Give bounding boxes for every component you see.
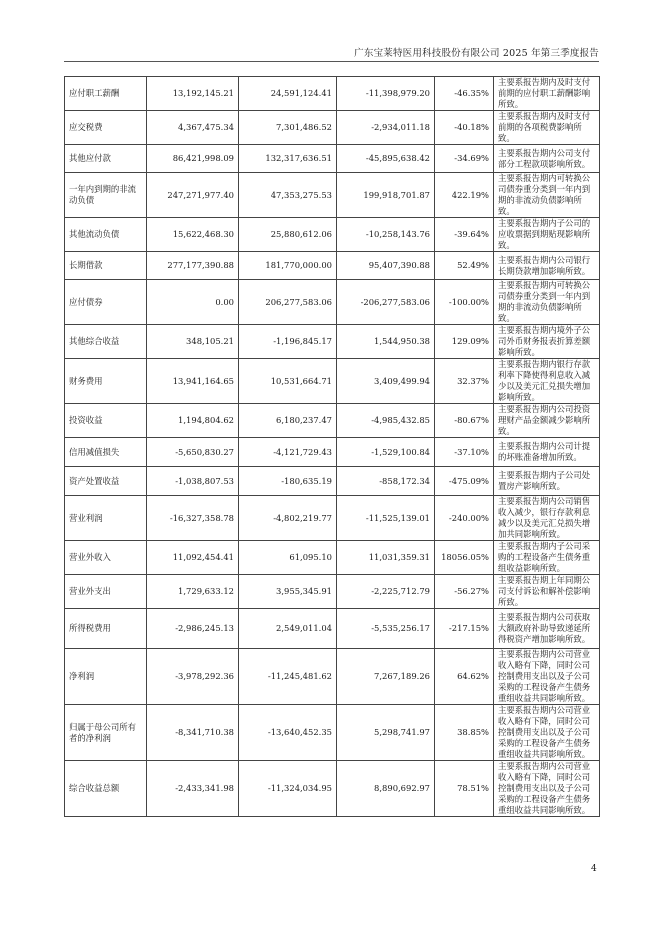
prior-period-cell: -4,802,219.77 xyxy=(239,496,337,541)
change-reason-cell: 主要系报告期内可转换公司债券重分类到一年内到期的非流动负债影响所致。 xyxy=(494,280,600,325)
change-percent-cell: 38.85% xyxy=(435,705,494,761)
current-period-cell: 11,092,454.41 xyxy=(147,541,239,575)
page-number: 4 xyxy=(591,864,597,874)
table-row xyxy=(65,359,600,404)
item-name-cell: 所得税费用 xyxy=(65,609,147,649)
item-name-cell: 投资收益 xyxy=(65,404,147,438)
change-amount-cell: -5,535,256.17 xyxy=(337,609,435,649)
change-reason-cell: 主要系报告期内公司银行长期贷款增加影响所致。 xyxy=(494,252,600,280)
current-period-cell: 348,105.21 xyxy=(147,325,239,359)
change-percent-cell: 422.19% xyxy=(435,173,494,218)
current-period-cell: 15,622,468.30 xyxy=(147,218,239,252)
change-reason-cell: 主要系报告期内及时支付前期的应付职工薪酬影响所致。 xyxy=(494,77,600,111)
change-percent-cell: -240.00% xyxy=(435,496,494,541)
prior-period-cell: 132,317,636.51 xyxy=(239,145,337,173)
prior-period-cell: 25,880,612.06 xyxy=(239,218,337,252)
item-name-cell: 财务费用 xyxy=(65,359,147,404)
change-amount-cell: -2,225,712.79 xyxy=(337,575,435,609)
change-reason-cell: 主要系报告期内银行存款利率下降使得利息收入减少以及美元汇兑损失增加影响所致。 xyxy=(494,359,600,404)
table-row xyxy=(65,761,600,817)
item-name-cell: 应付债券 xyxy=(65,280,147,325)
prior-period-cell: -4,121,729.43 xyxy=(239,438,337,467)
change-reason-cell: 主要系报告期内公司投资理财产品金额减少影响所致。 xyxy=(494,404,600,438)
table-row xyxy=(65,325,600,359)
current-period-cell: -16,327,358.78 xyxy=(147,496,239,541)
item-name-cell: 长期借款 xyxy=(65,252,147,280)
current-period-cell: 13,192,145.21 xyxy=(147,77,239,111)
item-name-cell: 营业外收入 xyxy=(65,541,147,575)
prior-period-cell: 47,353,275.53 xyxy=(239,173,337,218)
table-row xyxy=(65,438,600,467)
current-period-cell: 1,194,804.62 xyxy=(147,404,239,438)
change-reason-cell: 主要系报告期内子公司处置房产影响所致。 xyxy=(494,467,600,496)
item-name-cell: 资产处置收益 xyxy=(65,467,147,496)
table-row xyxy=(65,77,600,111)
change-reason-cell: 主要系报告期内及时支付前期的各项税费影响所致。 xyxy=(494,111,600,145)
table-row xyxy=(65,173,600,218)
table-row xyxy=(65,467,600,496)
item-name-cell: 信用减值损失 xyxy=(65,438,147,467)
change-amount-cell: 11,031,359.31 xyxy=(337,541,435,575)
prior-period-cell: 2,549,011.04 xyxy=(239,609,337,649)
prior-period-cell: 24,591,124.41 xyxy=(239,77,337,111)
change-amount-cell: 95,407,390.88 xyxy=(337,252,435,280)
table-row xyxy=(65,145,600,173)
change-reason-cell: 主要系报告期内公司营业收入略有下降，同时公司控制费用支出以及子公司采购的工程设备产生债务重组收益共同影响所致。 xyxy=(494,761,600,817)
prior-period-cell: 181,770,000.00 xyxy=(239,252,337,280)
prior-period-cell: 206,277,583.06 xyxy=(239,280,337,325)
change-percent-cell: 32.37% xyxy=(435,359,494,404)
change-reason-cell: 主要系报告期内公司获取大额政府补助导致递延所得税资产增加影响所致。 xyxy=(494,609,600,649)
change-amount-cell: -11,398,979.20 xyxy=(337,77,435,111)
change-percent-cell: -40.18% xyxy=(435,111,494,145)
table-row xyxy=(65,280,600,325)
item-name-cell: 净利润 xyxy=(65,649,147,705)
item-name-cell: 应交税费 xyxy=(65,111,147,145)
change-percent-cell: 52.49% xyxy=(435,252,494,280)
table-row xyxy=(65,252,600,280)
item-name-cell: 应付职工薪酬 xyxy=(65,77,147,111)
change-percent-cell: 129.09% xyxy=(435,325,494,359)
item-name-cell: 其他应付款 xyxy=(65,145,147,173)
prior-period-cell: 3,955,345.91 xyxy=(239,575,337,609)
table-row xyxy=(65,404,600,438)
current-period-cell: 86,421,998.09 xyxy=(147,145,239,173)
table-row xyxy=(65,575,600,609)
current-period-cell: 0.00 xyxy=(147,280,239,325)
change-amount-cell: -1,529,100.84 xyxy=(337,438,435,467)
change-percent-cell: -34.69% xyxy=(435,145,494,173)
change-reason-cell: 主要系报告期内公司营业收入略有下降，同时公司控制费用支出以及子公司采购的工程设备产生债务重组收益共同影响所致。 xyxy=(494,649,600,705)
change-percent-cell: 64.62% xyxy=(435,649,494,705)
prior-period-cell: 6,180,237.47 xyxy=(239,404,337,438)
current-period-cell: -5,650,830.27 xyxy=(147,438,239,467)
change-reason-cell: 主要系报告期内公司营业收入略有下降，同时公司控制费用支出以及子公司采购的工程设备产生债务重组收益共同影响所致。 xyxy=(494,705,600,761)
change-reason-cell: 主要系报告期内境外子公司外币财务报表折算差额影响所致。 xyxy=(494,325,600,359)
change-percent-cell: -80.67% xyxy=(435,404,494,438)
change-reason-cell: 主要系报告期内子公司采购的工程设备产生债务重组收益影响所致。 xyxy=(494,541,600,575)
item-name-cell: 综合收益总额 xyxy=(65,761,147,817)
prior-period-cell: -180,635.19 xyxy=(239,467,337,496)
prior-period-cell: 10,531,664.71 xyxy=(239,359,337,404)
report-title: 广东宝莱特医用科技股份有限公司 2025 年第三季度报告 xyxy=(354,48,599,59)
change-amount-cell: -4,985,432.85 xyxy=(337,404,435,438)
prior-period-cell: 61,095.10 xyxy=(239,541,337,575)
table-row xyxy=(65,218,600,252)
change-percent-cell: -475.09% xyxy=(435,467,494,496)
current-period-cell: 4,367,475.34 xyxy=(147,111,239,145)
change-amount-cell: -2,934,011.18 xyxy=(337,111,435,145)
change-amount-cell: -45,895,638.42 xyxy=(337,145,435,173)
prior-period-cell: -11,245,481.62 xyxy=(239,649,337,705)
change-percent-cell: 78.51% xyxy=(435,761,494,817)
change-percent-cell: -100.00% xyxy=(435,280,494,325)
change-reason-cell: 主要系报告期内公司计提的坏账准备增加所致。 xyxy=(494,438,600,467)
change-amount-cell: -206,277,583.06 xyxy=(337,280,435,325)
change-percent-cell: 18056.05% xyxy=(435,541,494,575)
table-body xyxy=(65,77,600,817)
item-name-cell: 其他综合收益 xyxy=(65,325,147,359)
item-name-cell: 一年内到期的非流动负债 xyxy=(65,173,147,218)
change-percent-cell: -46.35% xyxy=(435,77,494,111)
table-row xyxy=(65,541,600,575)
change-reason-cell: 主要系报告期内可转换公司债券重分类到一年内到期的非流动负债影响所致。 xyxy=(494,173,600,218)
prior-period-cell: 7,301,486.52 xyxy=(239,111,337,145)
current-period-cell: -8,341,710.38 xyxy=(147,705,239,761)
table-row xyxy=(65,609,600,649)
change-reason-cell: 主要系报告期内公司支付部分工程款项影响所致。 xyxy=(494,145,600,173)
item-name-cell: 营业外支出 xyxy=(65,575,147,609)
table-row xyxy=(65,496,600,541)
item-name-cell: 归属于母公司所有者的净利润 xyxy=(65,705,147,761)
change-percent-cell: -39.64% xyxy=(435,218,494,252)
current-period-cell: -3,978,292.36 xyxy=(147,649,239,705)
prior-period-cell: -13,640,452.35 xyxy=(239,705,337,761)
current-period-cell: 1,729,633.12 xyxy=(147,575,239,609)
change-percent-cell: -217.15% xyxy=(435,609,494,649)
change-amount-cell: 5,298,741.97 xyxy=(337,705,435,761)
change-amount-cell: -10,258,143.76 xyxy=(337,218,435,252)
current-period-cell: 277,177,390.88 xyxy=(147,252,239,280)
current-period-cell: -1,038,807.53 xyxy=(147,467,239,496)
change-percent-cell: -37.10% xyxy=(435,438,494,467)
page-header xyxy=(64,41,599,62)
item-name-cell: 其他流动负债 xyxy=(65,218,147,252)
change-amount-cell: 199,918,701.87 xyxy=(337,173,435,218)
current-period-cell: 13,941,164.65 xyxy=(147,359,239,404)
item-name-cell: 营业利润 xyxy=(65,496,147,541)
current-period-cell: -2,433,341.98 xyxy=(147,761,239,817)
prior-period-cell: -11,324,034.95 xyxy=(239,761,337,817)
current-period-cell: -2,986,245.13 xyxy=(147,609,239,649)
prior-period-cell: -1,196,845.17 xyxy=(239,325,337,359)
change-amount-cell: 3,409,499.94 xyxy=(337,359,435,404)
table-row xyxy=(65,111,600,145)
change-reason-cell: 主要系报告期内子公司的应收票据到期贴现影响所致。 xyxy=(494,218,600,252)
change-percent-cell: -56.27% xyxy=(435,575,494,609)
table-row xyxy=(65,649,600,705)
change-amount-cell: -858,172.34 xyxy=(337,467,435,496)
change-amount-cell: 1,544,950.38 xyxy=(337,325,435,359)
financial-changes-table xyxy=(64,76,600,817)
table-row xyxy=(65,705,600,761)
change-amount-cell: 7,267,189.26 xyxy=(337,649,435,705)
change-reason-cell: 主要系报告期内公司销售收入减少，银行存款利息减少以及美元汇兑损失增加共同影响所致。 xyxy=(494,496,600,541)
change-reason-cell: 主要系报告期上年同期公司支付诉讼和解补偿影响所致。 xyxy=(494,575,600,609)
change-amount-cell: -11,525,139.01 xyxy=(337,496,435,541)
current-period-cell: 247,271,977.40 xyxy=(147,173,239,218)
change-amount-cell: 8,890,692.97 xyxy=(337,761,435,817)
